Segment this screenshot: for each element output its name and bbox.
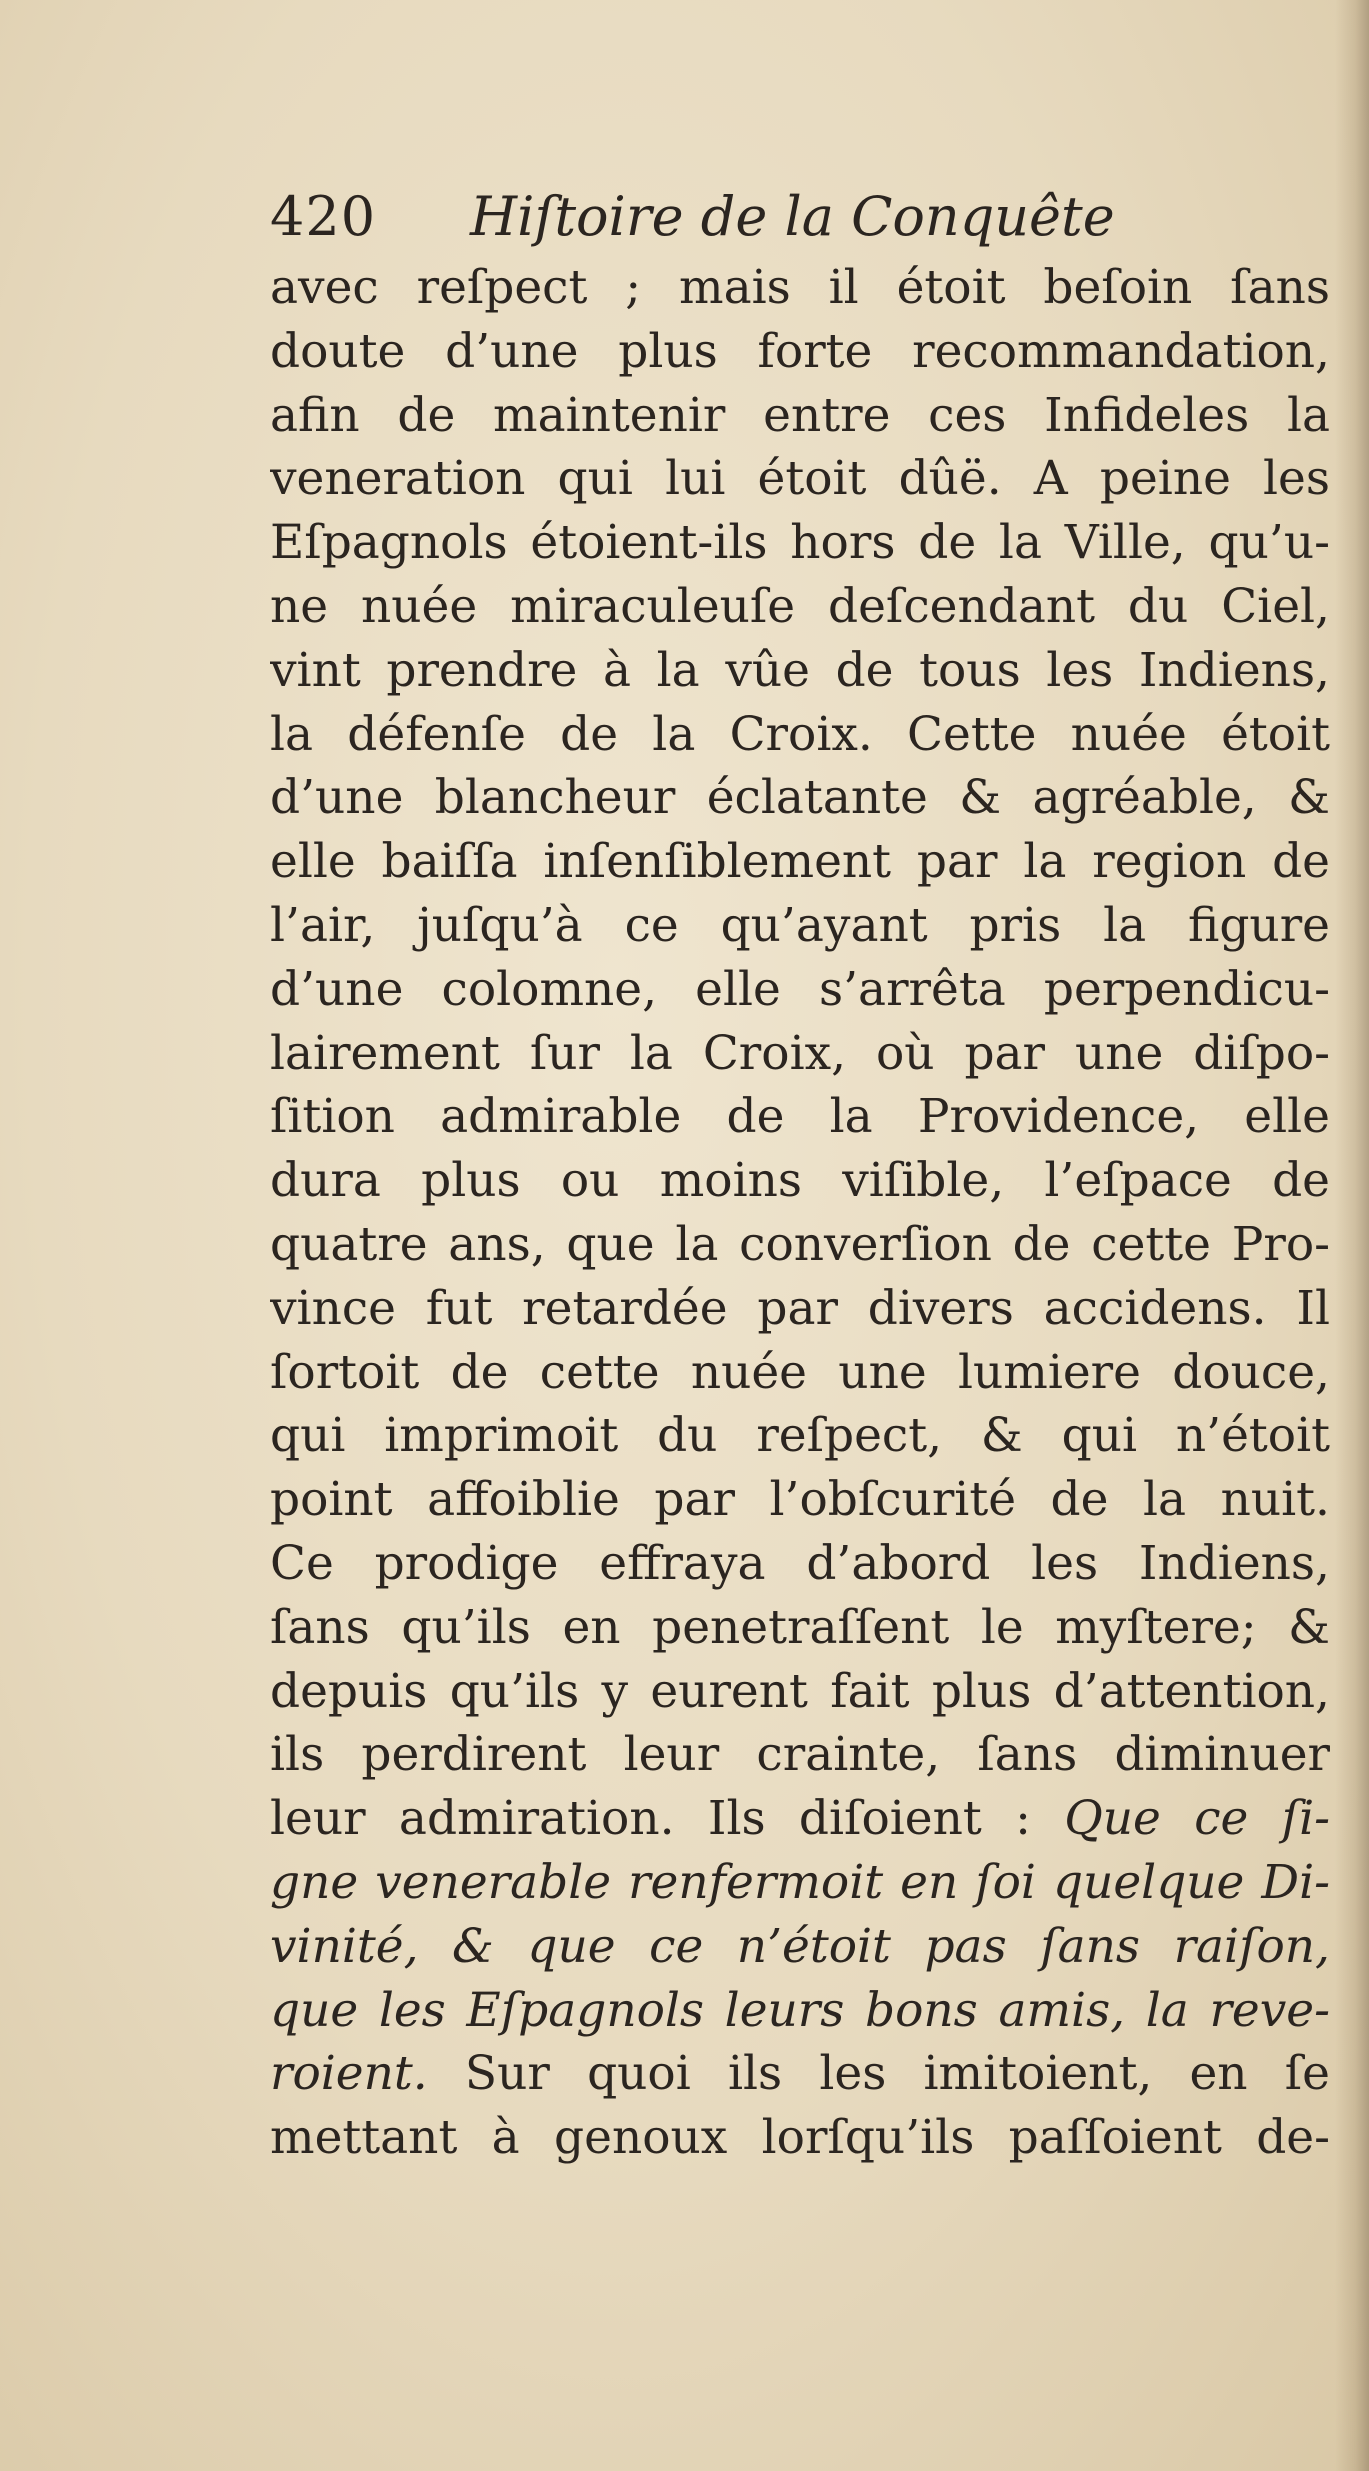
text-line: l’air, juſqu’à ce qu’ayant pris la figure: [270, 897, 1330, 953]
text-line: quatre ans, que la converſion de cette Pro-: [270, 1216, 1330, 1272]
text-line: avec reſpect ; mais il étoit beſoin ſans: [270, 260, 1330, 315]
text-line: ſans qu’ils en penetraſſent le myſtere; &: [270, 1599, 1330, 1655]
text-line: ſortoit de cette nuée une lumiere douce,: [270, 1344, 1330, 1400]
text-line: lairement ſur la Croix, où par une diſpo-: [270, 1025, 1330, 1081]
text-line: veneration qui lui étoit dûë. A peine les: [270, 451, 1330, 507]
text-line: mettant à genoux lorſqu’ils paſſoient de-: [270, 2110, 1330, 2166]
text-line: afin de maintenir entre ces Infideles la: [270, 387, 1330, 443]
page-number: 420: [270, 185, 377, 248]
text-line: Eſpagnols étoient-ils hors de la Ville, qu’u-: [270, 515, 1330, 571]
text-line: [270, 1915, 1330, 1979]
text-line: ne nuée miraculeuſe deſcendant du Ciel,: [270, 578, 1330, 634]
text-line: la défenſe de la Croix. Cette nuée étoit: [270, 706, 1330, 762]
page-header: [270, 178, 1330, 256]
text-line: d’une blancheur éclatante & agréable, &: [270, 770, 1330, 826]
italic-segment: que les Eſpagnols leurs bons amis, la reve-: [270, 1982, 1330, 2038]
page-edge-shadow: [1335, 0, 1369, 2471]
text-line: ils perdirent leur crainte, ſans diminuer: [270, 1727, 1330, 1783]
text-line: vint prendre à la vûe de tous les Indiens,: [270, 642, 1330, 698]
body-text: [270, 256, 1330, 2170]
italic-segment: roient.: [270, 2046, 465, 2102]
text-line: d’une colomne, elle s’arrêta perpendicu-: [270, 961, 1330, 1017]
text-line: [270, 1787, 1330, 1851]
roman-segment: Sur quoi ils les imitoient, en ſe: [464, 2046, 1330, 2102]
text-line: elle baiſſa inſenſiblement par la region de: [270, 834, 1330, 890]
italic-segment: vinité, & que ce n’étoit pas ſans raiſon,: [270, 1918, 1330, 1974]
text-line: vince fut retardée par divers accidens. Il: [270, 1280, 1330, 1336]
text-line: Ce prodige effraya d’abord les Indiens,: [270, 1535, 1330, 1591]
text-line: [270, 2042, 1330, 2106]
italic-segment: Que ce ſi-: [1064, 1791, 1330, 1847]
roman-segment: leur admiration. Ils diſoient :: [270, 1791, 1065, 1847]
text-line: doute d’une plus forte recommandation,: [270, 323, 1330, 379]
text-line: depuis qu’ils y eurent fait plus d’attention,: [270, 1663, 1330, 1719]
text-line: ſition admirable de la Providence, elle: [270, 1089, 1330, 1145]
text-line: [270, 1851, 1330, 1915]
text-line: point affoiblie par l’obſcurité de la nuit.: [270, 1472, 1330, 1528]
running-title: Hiſtoire de la Conquête: [470, 185, 1115, 248]
text-line: dura plus ou moins viſible, l’eſpace de: [270, 1153, 1330, 1209]
text-line: qui imprimoit du reſpect, & qui n’étoit: [270, 1408, 1330, 1464]
text-line: [270, 1979, 1330, 2043]
text-block: [270, 178, 1330, 2170]
italic-segment: gne venerable renfermoit en ſoi quelque Di-: [270, 1854, 1330, 1910]
